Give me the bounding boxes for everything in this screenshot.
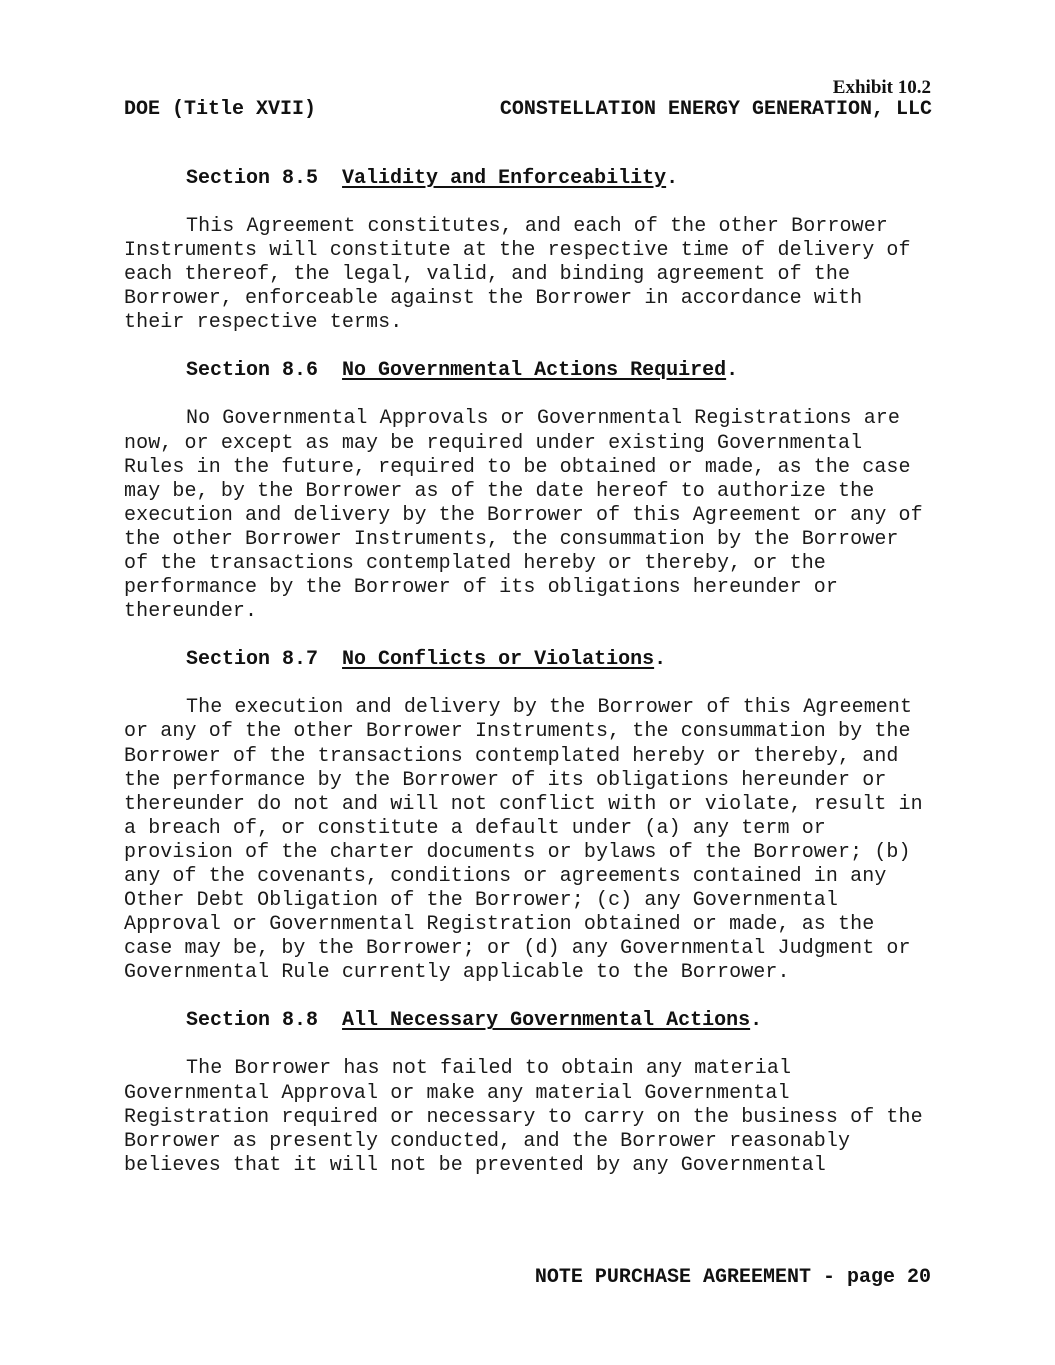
section-title: Validity and Enforceability — [342, 167, 667, 190]
section-paragraph: This Agreement constitutes, and each of the other Borrower Instruments will constitute at the respective time of delivery of each thereof, the legal, valid, and binding agreement of the Borrower, enforceable against the Borrower in accordance with their respective terms. — [124, 215, 911, 335]
section-title: All Necessary Governmental Actions — [342, 1009, 751, 1033]
section-paragraph: The execution and delivery by the Borrower of this Agreement or any of the other Borrower Instruments, the consummation by the Borrower of the transactions contemplated hereby or thereby, and the performance by the Borrower of its obligations hereunder or thereunder do not and will not conflict with or violate, result in a breach of, or constitute a default under (a) any term or provision of the charter documents or bylaws of the Borrower; (b) any of the covenants, conditions or agreements contained in any Other Debt Obligation of the Borrower; (c) any Governmental Approval or Governmental Registration obtained or made, as the case may be, by the Borrower; or (d) any Governmental Judgment or Governmental Rule currently applicable to the Borrower. — [124, 696, 923, 985]
header-right: CONSTELLATION ENERGY GENERATION, LLC — [499, 98, 932, 121]
section-number: Section 8.8 — [186, 1009, 319, 1033]
section-title: No Governmental Actions Required — [342, 359, 727, 383]
header-left: DOE (Title XVII) — [124, 98, 317, 121]
section-heading: Section 8.8 All Necessary Governmental Actions. — [186, 1009, 763, 1033]
section-title: No Conflicts or Violations — [342, 648, 655, 672]
section-paragraph: No Governmental Approvals or Governmental Registrations are now, or except as may be required under existing Governmental Rules in the future, required to be obtained or made, as the case may be, by the Borrower as of the date hereof to authorize the execution and delivery by the Borrower of this Agreement or any of the other Borrower Instruments, the consummation by the Borrower of the transactions contemplated hereby or thereby, or the performance by the Borrower of its obligations hereunder or thereunder. — [124, 407, 923, 624]
section-heading: Section 8.5 Validity and Enforceability. — [186, 167, 679, 190]
section-number: Section 8.7 — [186, 648, 319, 672]
running-header — [124, 98, 932, 121]
section-number: Section 8.5 — [186, 167, 319, 190]
section-number: Section 8.6 — [186, 359, 319, 383]
section-paragraph: The Borrower has not failed to obtain any material Governmental Approval or make any material Governmental Registration required or necessary to carry on the business of the Borrower as presently conducted, and the Borrower reasonably believes that it will not be prevented by any Governmental — [124, 1057, 923, 1177]
document-body — [124, 167, 932, 1202]
section-heading: Section 8.7 No Conflicts or Violations. — [186, 648, 667, 672]
page-footer: NOTE PURCHASE AGREEMENT - page 20 — [534, 1266, 931, 1289]
exhibit-label: Exhibit 10.2 — [832, 77, 931, 98]
section-heading: Section 8.6 No Governmental Actions Required. — [186, 359, 739, 383]
